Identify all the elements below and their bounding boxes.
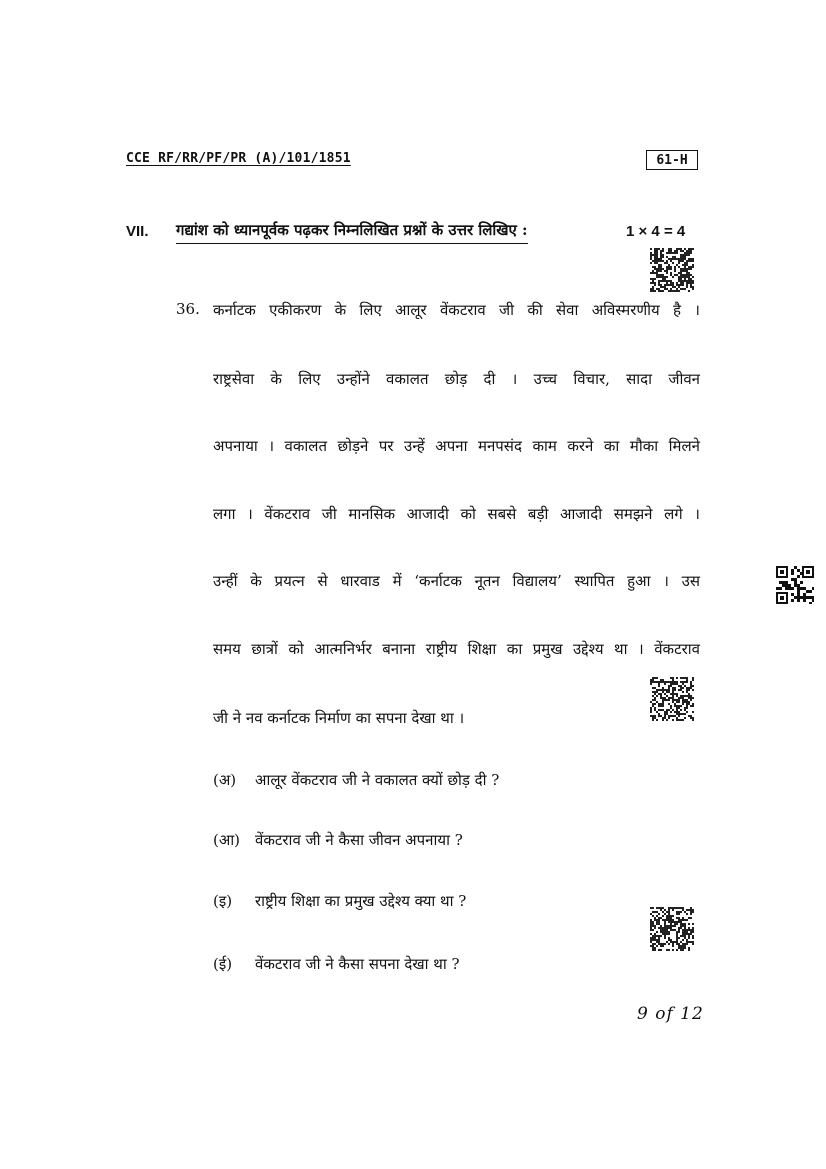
passage-line: लगा । वेंकटराव जी मानसिक आजादी को सबसे बड़ी आजादी समझने लगे । — [213, 505, 700, 523]
section-number: VII. — [126, 223, 149, 240]
sub-question — [213, 770, 499, 790]
sub-question-text: वेंकटराव जी ने कैसा जीवन अपनाया ? — [255, 831, 463, 849]
sub-question-text: आलूर वेंकटराव जी ने वकालत क्यों छोड़ दी ? — [255, 771, 500, 789]
passage-line: जी ने नव कर्नाटक निर्माण का सपना देखा था । — [213, 709, 465, 727]
sub-question — [213, 830, 463, 850]
passage-line: राष्ट्रसेवा के लिए उन्होंने वकालत छोड़ दी । उच्च विचार, सादा जीवन — [213, 370, 700, 388]
sub-question-label: (आ) — [213, 831, 241, 849]
question-number: 36. — [176, 300, 200, 318]
sub-question-text: वेंकटराव जी ने कैसा सपना देखा था ? — [255, 955, 460, 973]
sub-question-label: (ई) — [213, 955, 233, 973]
paper-code-box: 61-H — [646, 150, 698, 170]
pattern-block-icon — [650, 248, 694, 292]
pattern-block-icon — [650, 677, 694, 721]
sub-question — [213, 891, 466, 911]
exam-code: CCE RF/RR/PF/PR (A)/101/1851 — [126, 151, 351, 166]
sub-question-label: (इ) — [213, 892, 233, 910]
passage-line: समय छात्रों को आत्मनिर्भर बनाना राष्ट्रीय शिक्षा का प्रमुख उद्देश्य था । वेंकटराव — [213, 640, 700, 658]
passage-line: अपनाया । वकालत छोड़ने पर उन्हें अपना मनपसंद काम करने का मौका मिलने — [213, 437, 700, 455]
qr-code-icon — [776, 566, 814, 604]
section-title: गद्यांश को ध्यानपूर्वक पढ़कर निम्नलिखित प्रश्नों के उत्तर लिखिए : — [176, 220, 528, 244]
section-marks: 1 × 4 = 4 — [626, 223, 686, 240]
pattern-block-icon — [650, 907, 694, 951]
sub-question — [213, 954, 460, 974]
sub-question-label: (अ) — [213, 771, 237, 789]
sub-question-text: राष्ट्रीय शिक्षा का प्रमुख उद्देश्य क्या था ? — [255, 892, 467, 910]
page-number: 9 of 12 — [637, 1004, 704, 1024]
passage-line: कर्नाटक एकीकरण के लिए आलूर वेंकटराव जी की सेवा अविस्मरणीय है । — [213, 301, 700, 319]
passage-line: उन्हीं के प्रयत्न से धारवाड में ‘कर्नाटक नूतन विद्यालय’ स्थापित हुआ । उस — [213, 572, 700, 590]
